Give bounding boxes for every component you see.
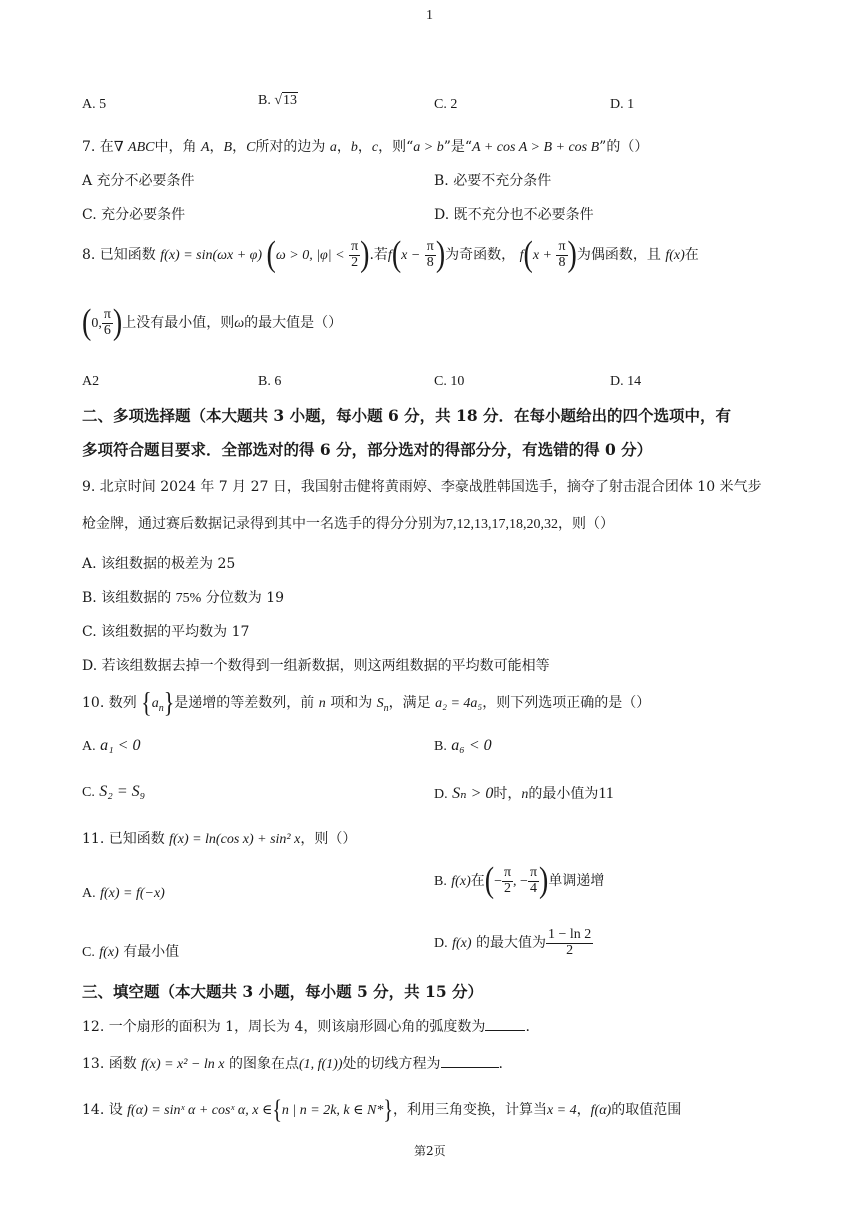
q14-stem: 14. 设 f(α) = sinˣ α + cosˣ α, x ∈{n | n = 2k, k ∈ N*}，利用三角变换，计算当x = 4，f(α)的取值范围 [82, 1095, 682, 1125]
q7-stem: 7. 在∇ ABC中，角 A，B，C所对的边为 a，b，c，则“a > b”是“A + cos A > B + cos B”的（） [82, 139, 649, 155]
fraction-pi-over-6: $\frac{\pi}{6}$ [103, 307, 111, 338]
q9-stem-line1: 9. 北京时间 2024 年 7 月 27 日，我国射击健将黄雨婷、李豪战胜韩国选手，摘夺了射击混合团体 10 米气步 [82, 479, 762, 495]
section-2-heading-line1: 二、多项选择题（本大题共 3 小题，每小题 6 分，共 18 分．在每小题给出的四个选项中，有 [82, 406, 732, 425]
q11-option-c: C. f(x) 有最小值 [82, 944, 180, 960]
fraction-pi-over-8: $\frac{\pi}{8}$ [558, 239, 566, 270]
page-number: 1 [426, 8, 433, 23]
q9-option-d: D. 若该组数据去掉一个数得到一组新数据，则这两组数据的平均数可能相等 [82, 658, 550, 674]
q12-stem: 12. 一个扇形的面积为 1，周长为 4，则该扇形圆心角的弧度数为 . [82, 1019, 530, 1035]
q10-stem: 10. 数列 $\{a_n\}$是递增的等差数列，前 n 项和为 $S_n$，满足 a₂ = 4a₅，则下列选项正确的是（） [82, 686, 651, 719]
q9-option-c: C. 该组数据的平均数为 17 [82, 624, 250, 640]
q9-stem-line2: 枪金牌，通过赛后数据记录得到其中一名选手的得分分别为7,12,13,17,18,20,32，则（） [82, 516, 614, 532]
fraction-pi-over-4: $\frac{\pi}{4}$ [529, 865, 538, 896]
q10-option-a: A. a₁ < 0 [82, 737, 141, 754]
q11-option-b: B. f(x)在(− $\frac{\pi}{2}$ , − $\frac{\pi}{4}$ )单调递增 [434, 860, 605, 901]
q7-option-d: D. 既不充分也不必要条件 [434, 207, 594, 223]
q8-option-c: C. 10 [434, 374, 465, 389]
q9-option-a: A. 该组数据的极差为 25 [82, 556, 236, 572]
section-2-heading-line2: 多项符合题目要求．全部选对的得 6 分，部分选对的得部分分，有选错的得 0 分） [82, 440, 653, 459]
q6-option-c: C. 2 [434, 97, 458, 112]
q10-option-c: C. S₂ = S₉ [82, 783, 146, 800]
q8-option-b: B. 6 [258, 374, 282, 389]
q6-option-b: B. √13 [258, 93, 298, 108]
fraction-max-value: $\frac{1 - \ln 2}{2}$ [547, 927, 592, 958]
sqrt-expression: √13 [274, 93, 298, 108]
q6-option-a: A. 5 [82, 97, 107, 112]
q11-stem: 11. 已知函数 f(x) = ln(cos x) + sin² x，则（） [82, 831, 357, 847]
answer-blank [441, 1067, 499, 1068]
q8-stem-line2: (0, $\frac{\pi}{6}$ )上没有最小值，则ω的最大值是（） [82, 302, 343, 343]
q10-option-b: B. a₆ < 0 [434, 737, 492, 754]
q9-option-b: B. 该组数据的 75% 分位数为 19 [82, 590, 285, 606]
q7-option-a: A 充分不必要条件 [82, 173, 195, 189]
q10-option-d: D. Sₙ > 0时，n的最小值为11 [434, 785, 614, 802]
section-3-heading: 三、填空题（本大题共 3 小题，每小题 5 分，共 15 分） [82, 982, 484, 1001]
fraction-pi-over-2: $\frac{\pi}{2}$ [351, 239, 359, 270]
answer-blank [485, 1030, 525, 1031]
q6-option-d: D. 1 [610, 97, 635, 112]
fraction-pi-over-8: $\frac{\pi}{8}$ [426, 239, 434, 270]
q8-option-a: A2 [82, 374, 100, 389]
q11-option-d: D. f(x) 的最大值为 $\frac{1 - \ln 2}{2}$ [434, 927, 592, 958]
q7-option-b: B. 必要不充分条件 [434, 173, 552, 189]
q7-option-c: C. 充分必要条件 [82, 207, 186, 223]
footer-page-label: 第2页 [414, 1144, 446, 1158]
q8-option-d: D. 14 [610, 374, 642, 389]
q13-stem: 13. 函数 f(x) = x² − ln x 的图象在点(1, f(1))处的切线方程为 . [82, 1056, 503, 1072]
q11-option-a: A. f(x) = f(−x) [82, 886, 165, 901]
fraction-pi-over-2: $\frac{\pi}{2}$ [503, 865, 512, 896]
q8-stem-line1: 8. 已知函数 f(x) = sin(ωx + φ) (ω > 0, |φ| < $\frac{\pi}{2}$ ).若f(x − $\frac{\pi}{8}$ )为奇函数， f(x + $\frac{\pi}{8}$ )为偶函数，且 f(x)在 [82, 234, 699, 275]
